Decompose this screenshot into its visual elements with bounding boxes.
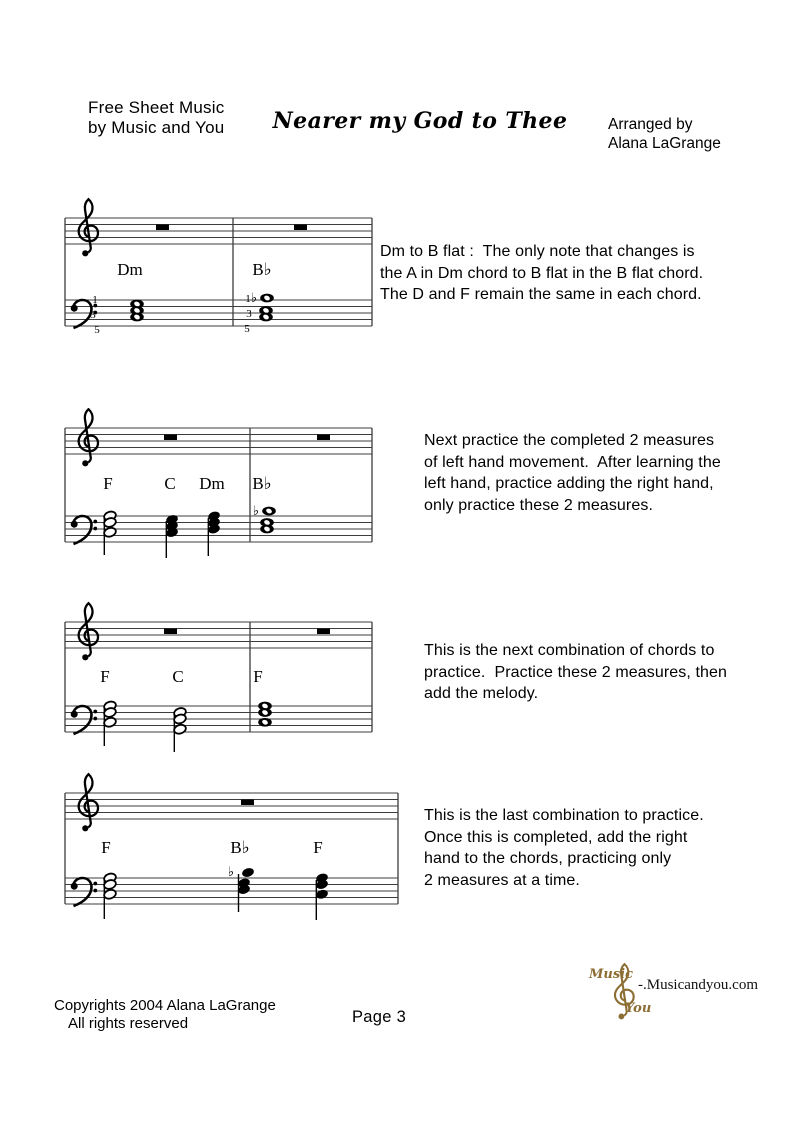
- fingering: 1: [245, 293, 251, 305]
- instruction-line: The D and F remain the same in each chord.: [380, 286, 702, 303]
- chord-label: F: [101, 838, 111, 857]
- whole-rest: [317, 629, 330, 635]
- system-3: [60, 600, 800, 760]
- instruction-line: add the melody.: [424, 685, 539, 702]
- page-number: Page 3: [352, 1008, 407, 1026]
- whole-rest: [241, 800, 254, 806]
- grand-staff-1: [60, 195, 405, 345]
- treble-staff-lines: [65, 218, 372, 244]
- treble-clef-icon: [79, 774, 98, 831]
- flat-sign: ♭: [250, 291, 258, 306]
- chord-notes-bflat-quarter: [228, 865, 255, 912]
- treble-staff-lines: [65, 793, 398, 819]
- fingering: 1: [92, 294, 98, 306]
- logo-you-text: You: [625, 1001, 652, 1016]
- instruction-text-1: [380, 241, 800, 306]
- chord-notes-dm-quarter: [207, 510, 221, 556]
- whole-rest: [294, 225, 307, 231]
- grand-staff-3: [60, 600, 405, 760]
- chord-label: B♭: [252, 260, 272, 279]
- bass-clef-icon: [71, 706, 98, 734]
- website-separator: -.: [638, 977, 647, 993]
- page-title: Nearer my God to Thee: [272, 108, 568, 134]
- fingering: 3: [90, 309, 96, 321]
- instruction-line: of left hand movement. After learning the: [424, 453, 721, 471]
- instruction-line: hand to the chords, practicing only: [424, 850, 672, 867]
- treble-clef-icon: [79, 199, 98, 256]
- instruction-text-3: [424, 640, 800, 705]
- chord-label: B♭: [230, 838, 250, 857]
- fingering: 3: [246, 308, 252, 320]
- instruction-line: left hand, practice adding the right hand,: [424, 475, 714, 492]
- arranged-block: [608, 115, 721, 153]
- bass-staff-lines: [65, 300, 372, 326]
- treble-staff-lines: [65, 428, 372, 454]
- instruction-line: Once this is completed, add the right: [424, 828, 688, 846]
- brand-line-1: Free Sheet Music: [88, 98, 225, 117]
- instruction-text-2: [424, 430, 800, 516]
- chord-notes-f-quarter: [315, 872, 329, 920]
- whole-rest: [164, 629, 177, 635]
- brand-line-2: by Music and You: [88, 118, 225, 137]
- chord-notes-f-half: [103, 872, 117, 919]
- copyright-line-1: Copyrights 2004 Alana LaGrange: [54, 997, 276, 1014]
- chord-notes-f-half: [103, 510, 117, 555]
- chord-label: F: [313, 838, 323, 857]
- treble-clef-icon: [79, 603, 98, 660]
- instruction-line: This is the next combination of chords to: [424, 642, 715, 659]
- chord-label: C: [164, 474, 176, 493]
- instruction-line: Next practice the completed 2 measures: [424, 432, 715, 449]
- chord-label: Dm: [199, 474, 225, 493]
- copyright-block: [54, 997, 276, 1032]
- bass-clef-icon: [71, 878, 98, 906]
- whole-rest: [317, 435, 330, 441]
- system-4: [60, 770, 800, 922]
- website-text: [638, 977, 758, 994]
- copyright-line-2: All rights reserved: [68, 1014, 189, 1032]
- chord-label: F: [100, 667, 110, 686]
- chord-label: Dm: [117, 260, 143, 279]
- instruction-line: This is the last combination to practice.: [424, 807, 704, 824]
- logo-music-text: Music: [589, 967, 634, 982]
- chord-label: F: [103, 474, 113, 493]
- chord-label: F: [253, 667, 263, 686]
- instruction-line: 2 measures at a time.: [424, 871, 580, 889]
- fingering: 5: [94, 324, 100, 336]
- system-2: [60, 408, 800, 573]
- chord-notes-c-half: [173, 707, 187, 752]
- instruction-line: Dm to B flat : The only note that changes is: [380, 243, 695, 260]
- instruction-line: practice. Practice these 2 measures, then: [424, 663, 728, 681]
- arranger-name: Alana LaGrange: [608, 135, 721, 152]
- instruction-text-4: [424, 805, 800, 891]
- grand-staff-4: [60, 770, 405, 922]
- instruction-line: the A in Dm chord to B flat in the B flat chord.: [380, 264, 704, 282]
- chord-label: B♭: [252, 474, 272, 493]
- bass-clef-icon: [71, 516, 98, 544]
- chord-notes-f-whole: [258, 702, 272, 727]
- whole-rest: [156, 225, 169, 231]
- instruction-line: only practice these 2 measures.: [424, 496, 653, 514]
- flat-sign: ♭: [252, 504, 260, 519]
- chord-label: C: [172, 667, 184, 686]
- chord-notes-dm: [130, 300, 144, 322]
- chord-notes-f-half: [103, 700, 117, 746]
- treble-clef-icon: [79, 409, 98, 466]
- arranged-by-label: Arranged by: [608, 116, 693, 133]
- barlines: [65, 218, 372, 326]
- flat-sign: ♭: [227, 865, 235, 880]
- system-1: [60, 195, 800, 345]
- grand-staff-2: [60, 408, 405, 573]
- brand-block: [88, 98, 224, 138]
- whole-rest: [164, 435, 177, 441]
- fingering: 5: [244, 323, 250, 335]
- treble-staff-lines: [65, 622, 372, 648]
- website-url: Musicandyou.com: [646, 977, 758, 993]
